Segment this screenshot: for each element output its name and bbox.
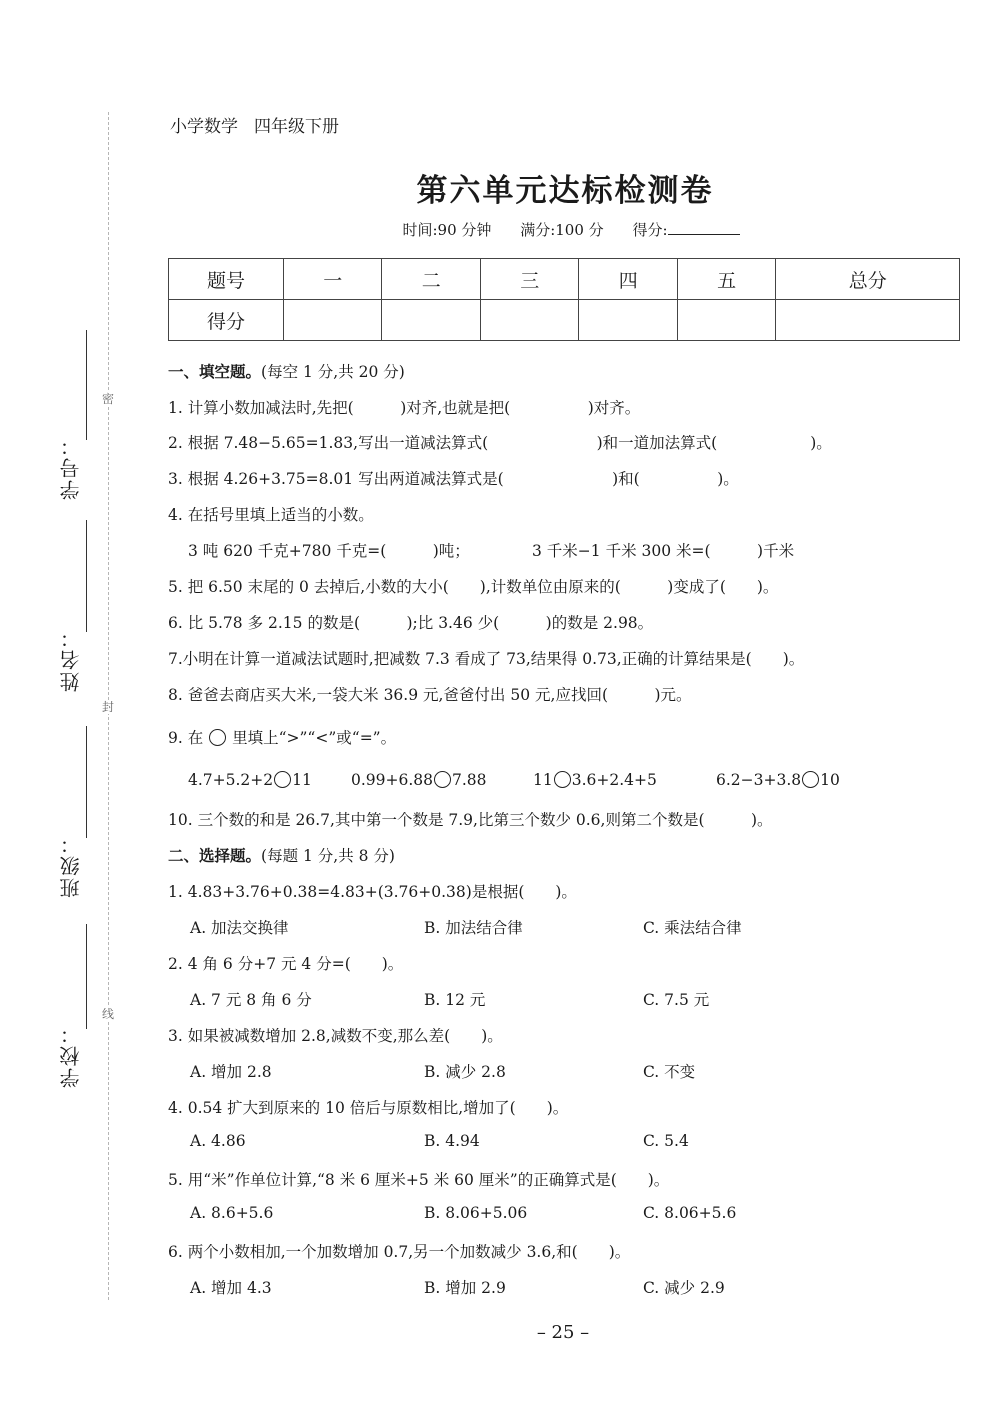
option-c[interactable]: C. 不变 [643,1063,696,1081]
compare-right: 3.6+2.4+5 [571,771,657,789]
q9-prefix: 9. 在 [168,729,204,747]
time-label: 时间:90 分钟 [402,221,492,239]
seal-char: 线 [101,1007,114,1021]
full-score-label: 满分:100 分 [520,221,604,239]
table-cell: 一 [284,259,382,300]
score-blank[interactable] [668,234,740,235]
option-c[interactable]: C. 8.06+5.6 [643,1204,737,1222]
class-blank[interactable] [86,726,87,838]
option-b[interactable]: B. 增加 2.9 [424,1279,506,1297]
student-id-label: 学号： [58,434,83,500]
option-b[interactable]: B. 8.06+5.06 [424,1204,528,1222]
compare-left: 11 [533,771,553,789]
compare-right: 10 [820,771,840,789]
seal-char: 封 [101,700,114,714]
compare-circle-icon[interactable] [554,771,571,788]
page-title: 第六单元达标检测卷 [416,173,714,209]
option-b[interactable]: B. 12 元 [424,991,486,1009]
compare-item [533,771,657,789]
question-1-3: 3. 根据 4.26+3.75=8.01 写出两道减法算式是( )和( )。 [168,470,739,488]
class-label: 班级： [58,832,83,898]
option-a[interactable]: A. 增加 4.3 [190,1279,272,1297]
question-2-6: 6. 两个小数相加,一个加数增加 0.7,另一个加数减少 3.6,和( )。 [168,1243,631,1261]
section-title: 二、选择题。 [168,847,262,865]
question-1-4b: 3 千米−1 千米 300 米=( )千米 [532,542,795,560]
seal-char: 密 [101,392,114,406]
binding-margin [0,0,130,1414]
section-note: (每题 1 分,共 8 分) [261,847,395,865]
compare-item [188,771,312,789]
school-field [52,1022,88,1088]
question-2-4: 4. 0.54 扩大到原来的 10 倍后与原数相比,增加了( )。 [168,1099,569,1117]
compare-right: 11 [292,771,312,789]
q9-suffix: 里填上“>”“<”或“=”。 [232,729,397,747]
section-heading-choice [168,844,395,866]
score-input-cell[interactable] [776,300,960,341]
subject-label: 小学数学 [170,117,238,137]
question-1-4: 4. 在括号里填上适当的小数。 [168,506,374,524]
table-cell: 五 [677,259,775,300]
student-id-field [52,434,88,500]
option-c[interactable]: C. 乘法结合律 [643,919,742,937]
option-a[interactable]: A. 加法交换律 [190,919,289,937]
book-header [170,112,355,137]
option-a[interactable]: A. 7 元 8 角 6 分 [190,991,312,1009]
option-c[interactable]: C. 5.4 [643,1132,689,1150]
compare-circle-icon[interactable] [274,771,291,788]
section-title: 一、填空题。 [168,363,262,381]
score-input-cell[interactable] [382,300,480,341]
question-2-3: 3. 如果被减数增加 2.8,减数不变,那么差( )。 [168,1027,503,1045]
question-2-5: 5. 用“米”作单位计算,“8 米 6 厘米+5 米 60 厘米”的正确算式是( )。 [168,1171,670,1189]
question-1-8: 8. 爸爸去商店买大米,一袋大米 36.9 元,爸爸付出 50 元,应找回( )元。 [168,686,692,704]
score-label: 得分: [632,221,668,239]
option-c[interactable]: C. 减少 2.9 [643,1279,725,1297]
question-1-4a: 3 吨 620 千克+780 千克=( )吨； [188,542,470,560]
section-heading-fill-in [168,360,405,382]
score-table-score-row [169,300,960,341]
grade-label: 四年级下册 [254,117,339,137]
question-1-2: 2. 根据 7.48−5.65=1.83,写出一道减法算式( )和一道加法算式( )。 [168,434,832,452]
table-cell: 二 [382,259,480,300]
school-label: 学校： [58,1022,83,1088]
name-field [52,626,88,692]
exam-meta [170,219,960,240]
option-a[interactable]: A. 增加 2.8 [190,1063,272,1081]
compare-right: 7.88 [452,771,487,789]
question-2-2: 2. 4 角 6 分+7 元 4 分=( )。 [168,955,404,973]
name-blank[interactable] [86,520,87,632]
score-table [168,258,960,341]
compare-circle-icon[interactable] [802,771,819,788]
option-a[interactable]: A. 4.86 [190,1132,246,1150]
name-label: 姓名： [58,626,83,692]
student-id-blank[interactable] [86,330,87,440]
table-cell: 总分 [776,259,960,300]
score-input-cell[interactable] [677,300,775,341]
table-cell: 四 [579,259,677,300]
question-1-10: 10. 三个数的和是 26.7,其中第一个数是 7.9,比第三个数少 0.6,则第二个数是( )。 [168,811,773,829]
compare-circle-icon[interactable] [434,771,451,788]
option-b[interactable]: B. 4.94 [424,1132,480,1150]
score-input-cell[interactable] [579,300,677,341]
option-b[interactable]: B. 加法结合律 [424,919,523,937]
question-1-5: 5. 把 6.50 末尾的 0 去掉后,小数的大小( ),计数单位由原来的( )变成了( )。 [168,578,779,596]
question-2-1: 1. 4.83+3.76+0.38=4.83+(3.76+0.38)是根据( )。 [168,883,577,901]
class-field [52,832,88,898]
compare-left: 6.2−3+3.8 [716,771,802,789]
compare-item [716,771,840,789]
compare-circle-icon [209,729,226,746]
option-c[interactable]: C. 7.5 元 [643,991,710,1009]
compare-left: 4.7+5.2+2 [188,771,274,789]
table-cell: 三 [480,259,578,300]
table-cell: 得分 [169,300,284,341]
question-1-7: 7.小明在计算一道减法试题时,把减数 7.3 看成了 73,结果得 0.73,正确的计算结果是( )。 [168,650,805,668]
section-note: (每空 1 分,共 20 分) [261,363,405,381]
question-1-9 [168,726,396,748]
compare-left: 0.99+6.88 [351,771,434,789]
option-a[interactable]: A. 8.6+5.6 [190,1204,274,1222]
table-cell: 题号 [169,259,284,300]
score-input-cell[interactable] [284,300,382,341]
option-b[interactable]: B. 减少 2.8 [424,1063,506,1081]
score-input-cell[interactable] [480,300,578,341]
question-1-1: 1. 计算小数加减法时,先把( )对齐,也就是把( )对齐。 [168,399,641,417]
score-table-header-row [169,259,960,300]
question-1-6: 6. 比 5.78 多 2.15 的数是( );比 3.46 少( )的数是 2.98。 [168,614,654,632]
page-number: – 25 – [536,1322,590,1343]
school-blank[interactable] [86,924,87,1029]
compare-item [351,771,487,789]
